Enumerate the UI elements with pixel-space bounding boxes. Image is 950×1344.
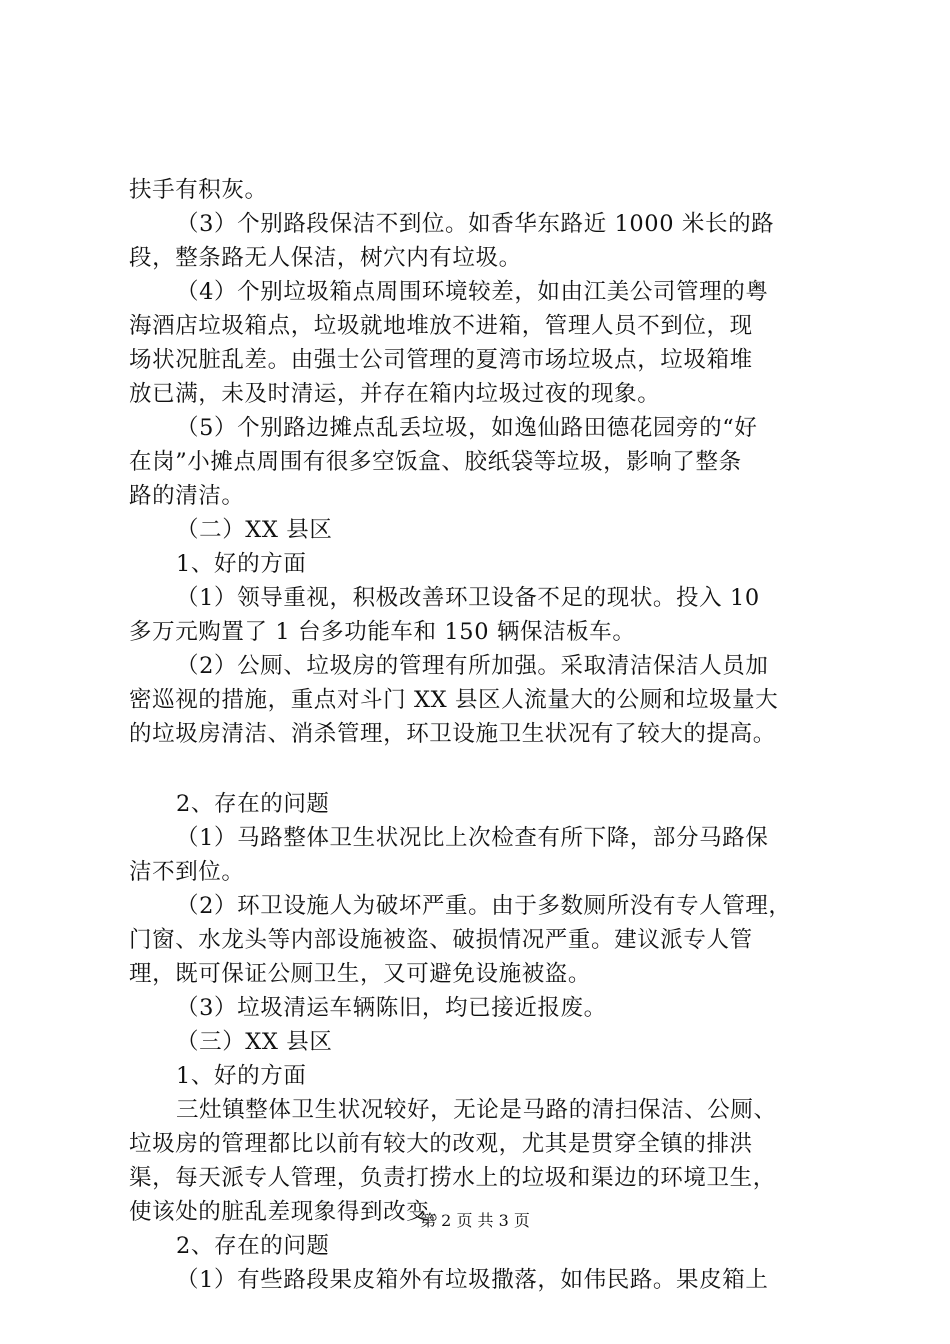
text-line: 的垃圾房清洁、消杀管理，环卫设施卫生状况有了较大的提高。 [129,721,776,747]
page-number-footer: 第 2 页 共 3 页 [420,1211,530,1230]
text-line: （1）有些路段果皮箱外有垃圾撒落，如伟民路。果皮箱上 [176,1267,769,1293]
subsection-heading: 2、存在的问题 [176,791,330,817]
text-line: （3）垃圾清运车辆陈旧，均已接近报废。 [176,995,607,1021]
text-line: 在岗”小摊点周围有很多空饭盒、胶纸袋等垃圾，影响了整条 [129,449,742,475]
text-line: 门窗、水龙头等内部设施被盗、破损情况严重。建议派专人管 [129,927,753,953]
text-line: 垃圾房的管理都比以前有较大的改观，尤其是贯穿全镇的排洪 [129,1131,753,1157]
text-line: 路的清洁。 [129,483,245,509]
subsection-heading: 1、好的方面 [176,551,307,577]
text-line: 密巡视的措施，重点对斗门 XX 县区人流量大的公厕和垃圾量大 [129,687,779,713]
text-line: 段，整条路无人保洁，树穴内有垃圾。 [129,245,522,271]
text-line: 洁不到位。 [129,859,245,885]
text-line: （2）环卫设施人为破坏严重。由于多数厕所没有专人管理， [176,893,792,919]
text-line: 使该处的脏乱差现象得到改变。 [129,1199,453,1225]
text-line: 放已满，未及时清运，并存在箱内垃圾过夜的现象。 [129,381,661,407]
section-heading: （二）XX 县区 [176,517,333,543]
subsection-heading: 1、好的方面 [176,1063,307,1089]
subsection-heading: 2、存在的问题 [176,1233,330,1259]
text-line: 理，既可保证公厕卫生，又可避免设施被盗。 [129,961,592,987]
text-line: 渠，每天派专人管理，负责打捞水上的垃圾和渠边的环境卫生， [129,1165,776,1191]
text-line: （4）个别垃圾箱点周围环境较差，如由江美公司管理的粤 [176,279,769,305]
section-heading: （三）XX 县区 [176,1029,333,1055]
text-line: （3）个别路段保洁不到位。如香华东路近 1000 米长的路 [176,211,775,237]
text-line: （1）领导重视，积极改善环卫设备不足的现状。投入 10 [176,585,760,611]
text-line: 扶手有积灰。 [129,177,268,203]
text-line: 海酒店垃圾箱点，垃圾就地堆放不进箱，管理人员不到位，现 [129,313,753,339]
text-line: 三灶镇整体卫生状况较好，无论是马路的清扫保洁、公厕、 [176,1097,777,1123]
text-line: （2）公厕、垃圾房的管理有所加强。采取清洁保洁人员加 [176,653,769,679]
text-line: 场状况脏乱差。由强士公司管理的夏湾市场垃圾点，垃圾箱堆 [129,347,753,373]
text-line: （1）马路整体卫生状况比上次检查有所下降，部分马路保 [176,825,769,851]
text-line: 多万元购置了 1 台多功能车和 150 辆保洁板车。 [129,619,636,645]
text-line: （5）个别路边摊点乱丢垃圾，如逸仙路田德花园旁的“好 [176,415,758,441]
